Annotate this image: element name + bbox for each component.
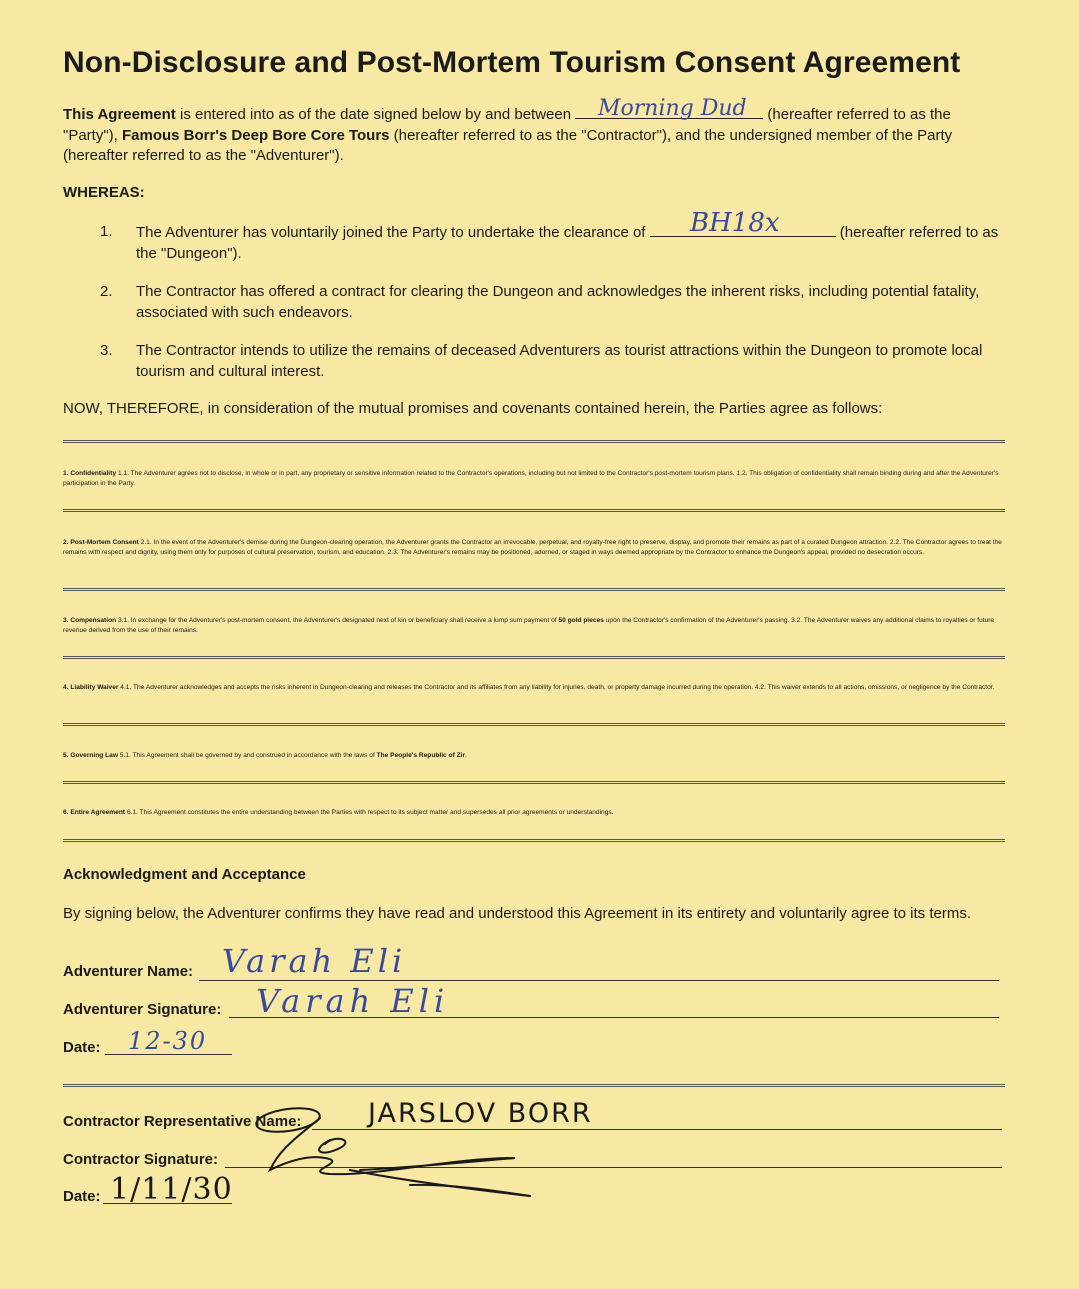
whereas-text-after: (hereafter referred to as the "Dungeon").	[136, 224, 999, 262]
contractor-company-name: Famous Borr's Deep Bore Core Tours	[122, 126, 390, 144]
document-title: Non-Disclosure and Post-Mortem Tourism Consent Agreement	[63, 46, 961, 79]
contractor-date-handwriting: 1/11/30	[110, 1172, 233, 1207]
clause-heading: 5. Governing Law	[63, 752, 118, 759]
whereas-number: 3.	[100, 342, 113, 359]
whereas-text-before: The Adventurer has voluntarily joined the Party to undertake the clearance of	[136, 224, 650, 241]
adventurer-name-handwriting: Varah Eli	[222, 942, 407, 980]
clause-post-mortem-consent	[63, 538, 1005, 558]
adventurer-signature-handwriting: Varah Eli	[256, 982, 450, 1020]
section-divider	[63, 588, 1005, 591]
whereas-text: The Contractor has offered a contract for clearing the Dungeon and acknowledges the inherent risks, including potential fatality, associated with such endeavors.	[136, 283, 980, 321]
intro-text-3: (hereafter referred to as the "Contractor"), and the undersigned member of the Party (hereafter referred to as the "Adventurer").	[63, 126, 953, 164]
clause-heading: 3. Compensation	[63, 617, 117, 624]
whereas-text	[136, 222, 1006, 264]
whereas-heading: WHEREAS:	[63, 184, 145, 201]
clause-text: 6.1. This Agreement constitutes the entire understanding between the Parties with respect to its subject matter and supersedes all prior agreements or understandings.	[125, 809, 614, 816]
clause-heading: 1. Confidentiality	[63, 470, 117, 477]
payment-amount: 50 gold pieces	[558, 617, 604, 624]
clause-entire-agreement	[63, 808, 1005, 818]
governing-jurisdiction: The People's Republic of Zir	[376, 752, 466, 759]
clause-heading: 6. Entire Agreement	[63, 809, 126, 816]
section-divider	[63, 656, 1005, 659]
whereas-number: 2.	[100, 283, 113, 300]
adventurer-name-label: Adventurer Name:	[63, 963, 194, 980]
section-divider	[63, 509, 1005, 512]
contractor-signature-label: Contractor Signature:	[63, 1151, 219, 1168]
adventurer-signature-label: Adventurer Signature:	[63, 1001, 222, 1018]
section-divider	[63, 839, 1005, 842]
section-divider	[63, 723, 1005, 726]
section-divider	[63, 1084, 1005, 1087]
acknowledgment-text: By signing below, the Adventurer confirms they have read and understood this Agreement in its entirety and voluntarily agree to its terms.	[63, 905, 971, 922]
intro-lead: This Agreement	[63, 106, 176, 123]
section-divider	[63, 781, 1005, 784]
adventurer-name-line	[199, 980, 999, 981]
now-therefore-text: NOW, THEREFORE, in consideration of the mutual promises and covenants contained herein, the Parties agree as follows:	[63, 400, 883, 417]
adventurer-date-label: Date:	[63, 1039, 101, 1056]
clause-text: 1.1. The Adventurer agrees not to disclose, in whole or in part, any proprietary or sensitive information related to the Contractor's operations, including but not limited to the Contractor's post-mortem tourism plans. 1.2. This obligation of confidentiality shall remain binding during and after the Adventurer's participation in the Party.	[63, 470, 999, 487]
contractor-date-label: Date:	[63, 1188, 101, 1205]
dungeon-name-handwriting: BH18x	[690, 208, 780, 238]
whereas-text: The Contractor intends to utilize the remains of deceased Adventurers as tourist attractions within the Dungeon to promote local tourism and cultural interest.	[136, 342, 983, 380]
party-name-handwriting: Morning Dud	[598, 96, 747, 121]
contractor-signature-scribble	[230, 1100, 540, 1205]
clause-text: 5.1. This Agreement shall be governed by and construed in accordance with the laws of	[117, 752, 377, 759]
clause-text: .	[465, 752, 467, 759]
acknowledgment-heading: Acknowledgment and Acceptance	[63, 866, 306, 883]
clause-confidentiality	[63, 469, 1005, 489]
clause-heading: 2. Post-Mortem Consent	[63, 539, 139, 546]
clause-governing-law	[63, 751, 1005, 761]
clause-liability-waiver	[63, 683, 1005, 693]
clause-text: upon the Contractor's confirmation of the Adventurer's passing. 3.2. The Adventurer waives any additional claims to royalties or future revenue derived from the use of their remains.	[63, 617, 995, 634]
contractor-name-label: Contractor Representative Name:	[63, 1113, 302, 1130]
contractor-name-handwriting: JARSLOV BORR	[368, 1098, 593, 1129]
intro-text-2: (hereafter referred to as the "Party"),	[63, 106, 951, 144]
clause-text: 2.1. In the event of the Adventurer's demise during the Dungeon-clearing operation, the Adventurer grants the Contractor an irrevocable, perpetual, and royalty-free right to preserve, display, and promote their remains as part of a curated Dungeon attraction. 2.2. The Contractor agrees to treat the remains with respect and dignity, using them only for purposes of cultural preservation, tourism, and education. 2.3. The Adventurer's remains may be positioned, adorned, or staged in ways deemed appropriate by the Contractor to enhance the Dungeon's appeal, provided no desecration occurs.	[63, 539, 1002, 556]
clause-heading: 4. Liability Waiver	[63, 684, 119, 691]
adventurer-date-handwriting: 12-30	[128, 1027, 208, 1055]
intro-paragraph	[63, 104, 1008, 167]
clause-compensation	[63, 616, 1005, 636]
whereas-number: 1.	[100, 223, 113, 240]
section-divider	[63, 440, 1005, 443]
intro-text-1: is entered into as of the date signed below by and between	[175, 106, 576, 123]
clause-text: 3.1. In exchange for the Adventurer's post-mortem consent, the Adventurer's designated next of kin or beneficiary shall receive a lump sum payment of	[116, 617, 559, 624]
clause-text: 4.1. The Adventurer acknowledges and accepts the risks inherent in Dungeon-clearing and releases the Contractor and its affiliates from any liability for injuries, death, or property damage incurred during the operation. 4.2. This waiver extends to all actions, omissions, or negligence by the Contractor.	[118, 684, 995, 691]
